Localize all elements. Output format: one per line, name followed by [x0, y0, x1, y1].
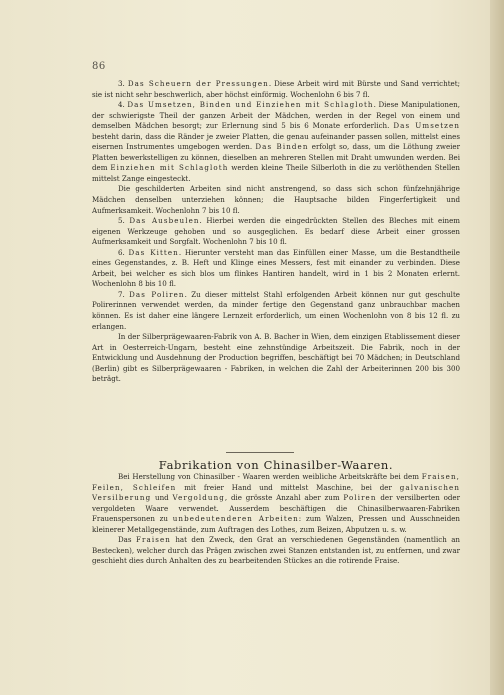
text-run: und — [151, 493, 173, 503]
spaced-term: galvanischen Versilberung — [92, 482, 460, 503]
paragraph — [92, 290, 460, 332]
text-run: mit freier Hand und mittelst Maschine, bei der — [176, 482, 400, 492]
page-binding-edge — [490, 0, 504, 695]
text-run: . Diese Manipulationen, der schwierigste Theil der ganzen Arbeit der Mädchen, werden in der Regel von einem und demselben Mädchen besorgt; zur Erlernung sind 5 bis 6 Monate erforderlich. — [92, 100, 460, 131]
paragraph — [92, 472, 460, 535]
text-run: 7. — [118, 289, 130, 299]
spaced-term: Das Ausbeulen — [129, 216, 200, 226]
text-run: In der Silberprägewaaren-Fabrik von A. B. Bacher in Wien, dem einzigen Etablissement dieser Art in Oesterreich-Ungarn, besteht eine zehnstündige Arbeitszeit. Die Fabrik, noch in der Entwicklung und Ausdehnung der Production begriffen, beschäftigt bei 70 Mädchen; in Deutschland (Berlin) gibt es Silberprägewaaren - Fabriken, in welchen die Zahl der Arbeiterinnen 200 bis 300 beträgt. — [92, 332, 460, 384]
page-number: 86 — [92, 61, 106, 72]
text-run: 5. — [118, 216, 130, 226]
spaced-term: Einziehen mit Schlagloth — [110, 163, 229, 173]
text-run: . Diese Arbeit wird mit Bürste und Sand verrichtet; sie ist nicht sehr beschwerlich, aber höchst einförmig. Wochenlohn 6 bis 7 fl. — [92, 79, 460, 99]
spaced-term: Das Kitten — [128, 247, 179, 257]
text-run: 3. — [118, 79, 128, 88]
spaced-term: Fraisen — [136, 535, 171, 545]
paragraph — [92, 535, 460, 567]
spaced-term: Vergoldung — [172, 493, 225, 503]
spaced-term: Fraisen, Feilen, Schleifen — [92, 472, 460, 492]
section-divider — [226, 452, 294, 453]
paragraph — [92, 332, 460, 385]
body-text-bottom — [92, 472, 460, 567]
text-run: 6. — [118, 247, 129, 257]
spaced-term: Poliren — [343, 493, 377, 503]
paragraph — [92, 100, 460, 184]
spaced-term: Das Umsetzen, Binden und Einziehen mit Schlagloth — [127, 100, 374, 110]
section-heading: Fabrikation von Chinasilber-Waaren. — [158, 458, 394, 472]
spaced-term: Das Poliren — [129, 289, 185, 299]
text-run: Das — [118, 535, 136, 545]
text-run: . Hierbei werden die eingedrückten Stellen des Bleches mit einem eigenen Werkzeuge gehoben und so ausgeglichen. Es bedarf diese Arbeit einer grossen Aufmerksamkeit und Sorgfalt. Wochenlohn 7 bis 10 fl. — [92, 216, 460, 247]
text-run: werden kleine Theile Silberloth in die zu verlöthenden Stellen mittelst Zange eingesteckt. — [92, 163, 460, 183]
text-run: erfolgt so, dass, um die Löthung zweier Platten bewerkstelligen zu können, dieselben an mehreren Stellen mit Draht umwunden werden. Bei dem — [92, 142, 461, 173]
text-run: , die grösste Anzahl aber zum — [224, 493, 344, 503]
spaced-term: Das Scheuern der Pressungen — [127, 79, 269, 88]
spaced-term: Das Umsetzen — [393, 121, 460, 131]
text-run: besteht darin, dass die Ränder je zweier Platten, die genau aufeinander passen sollen, mittelst eines eisernen Instrumentes umgebogen werden. — [92, 131, 460, 152]
text-run: 4. — [118, 100, 128, 110]
text-run: . Zu dieser mittelst Stahl erfolgenden Arbeit können nur gut geschulte Polirerinnen verwendet werden, da minder fertige den Gegenstand ganz unbrauchbar machen können. Es ist daher eine längere Lernzeit erforderlich, um einen Wochenlohn von 8 bis 12 fl. zu erlangen. — [92, 289, 460, 331]
text-run: Die geschilderten Arbeiten sind nicht anstrengend, so dass sich schon fünfzehnjährige Mädchen denselben unterziehen können; die Hauptsache bilden Fingerfertigkeit und Aufmerksamkeit. Wochenlohn 7 bis 10 fl. — [92, 184, 460, 215]
text-run: der versilberten oder vergoldeten Waare verwendet. Ausserdem beschäftigen die Chinasilberwaaren-Fabriken Frauenspersonen zu — [92, 493, 460, 524]
text-run: hat den Zweck, den Grat an verschiedenen Gegenständen (namentlich an Bestecken), welcher durch das Prägen zwischen zwei Stanzen entstanden ist, zu entfernen, und zwar geschieht dies durch Anhalten des zu bearbeitenden Stückes an die rotirende Fraise. — [92, 535, 461, 566]
spaced-term: Das Binden — [255, 142, 309, 152]
paragraph — [92, 248, 460, 290]
body-text-top — [92, 79, 460, 385]
text-run: : zum Walzen, Pressen und Ausschneiden kleinerer Metallgegenstände, zum Auftragen des Lothes, zum Beizen, Abputzen u. s. w. — [92, 514, 460, 534]
paragraph — [92, 184, 460, 216]
spaced-term: unbedeutenderen Arbeiten — [172, 514, 299, 524]
text-run: . Hierunter versteht man das Einfüllen einer Masse, um die Bestandtheile eines Gegenstandes, z. B. Heft und Klinge eines Messers, fest mit einander zu verbinden. Diese Arbeit, bei welcher es sich blos um flinkes Hantiren handelt, wird in 1 bis 2 Monaten erlernt. Wochenlohn 8 bis 10 fl. — [92, 247, 461, 289]
paragraph — [92, 216, 460, 248]
text-run: Bei Herstellung von Chinasilber - Waaren werden weibliche Arbeitskräfte bei dem — [118, 472, 422, 481]
paragraph — [92, 79, 460, 100]
